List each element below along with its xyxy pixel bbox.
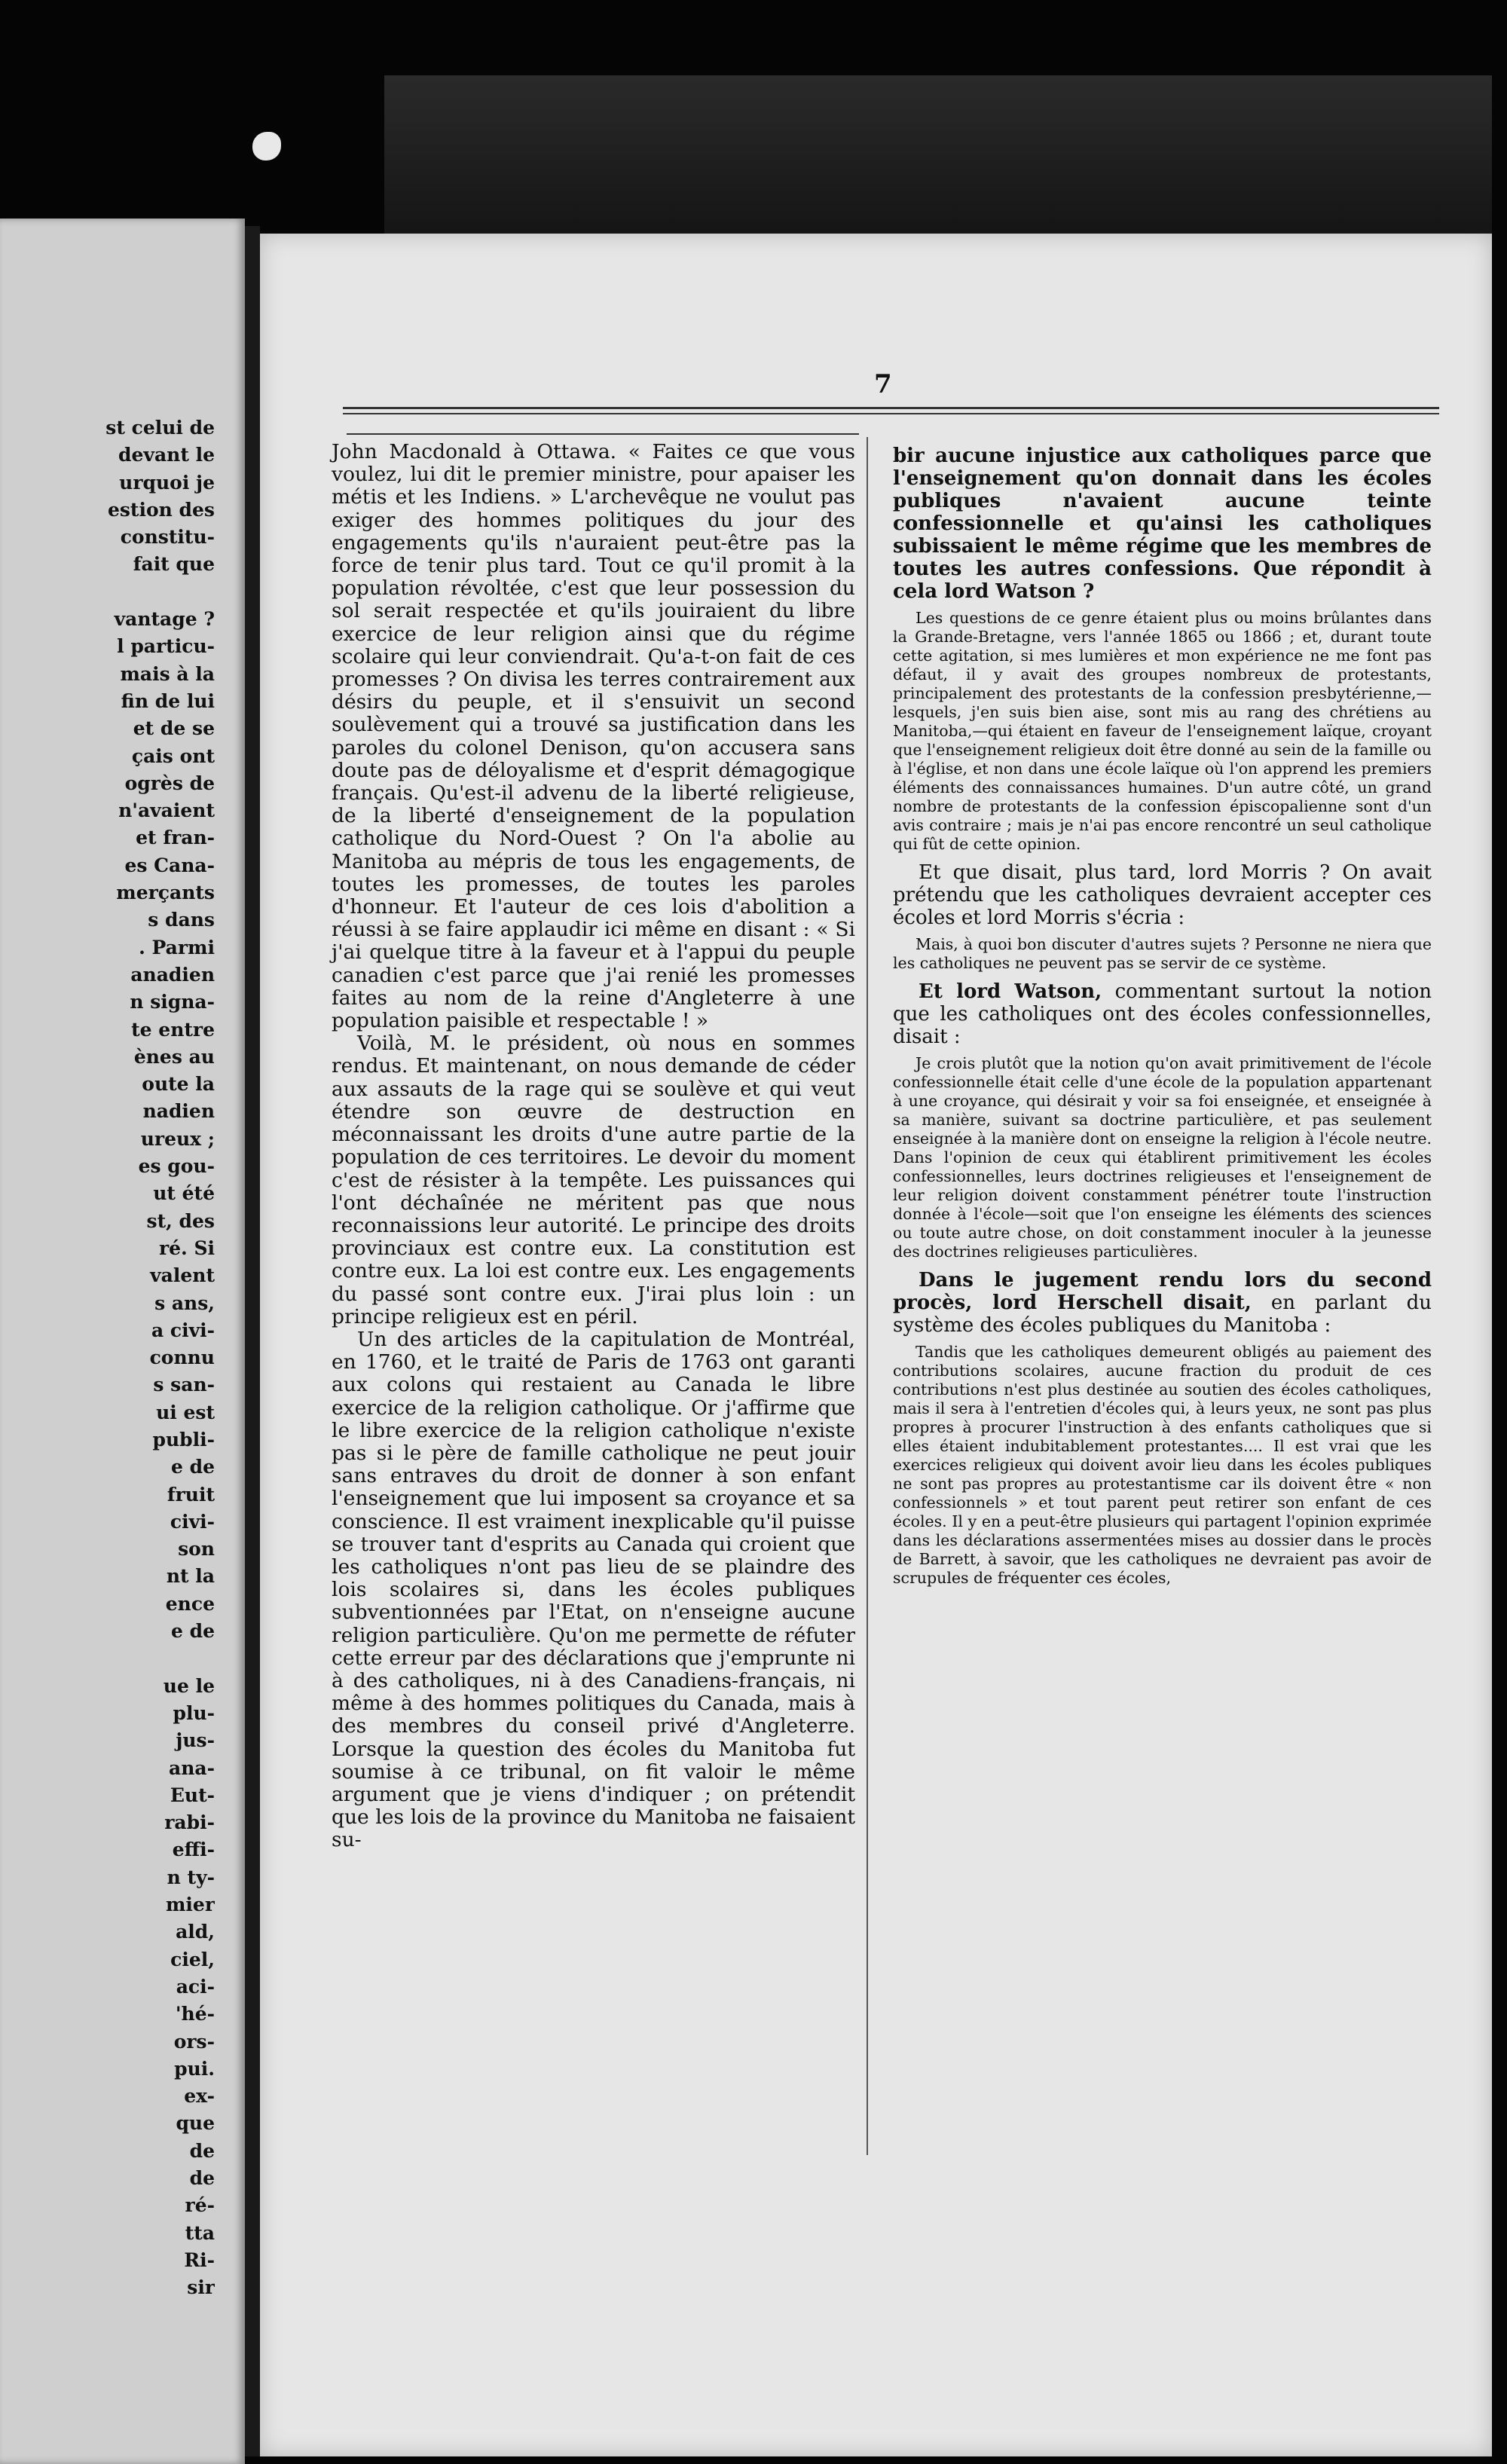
previous-page-line <box>26 1645 215 1672</box>
previous-page-line: sir <box>187 2276 215 2299</box>
previous-page-line: st celui de <box>105 417 215 439</box>
previous-page-line: s san- <box>153 1374 215 1396</box>
previous-page-line: ciel, <box>170 1948 215 1970</box>
paragraph-body: en parlant du système des écoles publiques du Manitoba : <box>893 1292 1432 1337</box>
previous-page-line: et fran- <box>136 827 215 849</box>
previous-page-line: valent <box>150 1264 215 1287</box>
block-quote: Les questions de ce genre étaient plus ou moins brûlantes dans la Grande-Bretagne, vers l'année 1865 ou 1866 ; et, durant toute cette agitation, si mes lumières et mon expérience ne me font pas défaut, il y avait des groupes nombreux de protestants, principalement des protestants de la confession presbytérienne,—lesquels, j'en suis bien aise, sont mis au rang des chrétiens au Manitoba,—qui étaient en faveur de l'enseignement laïque, croyant que l'enseignement religieux doit être donné au sein de la famille ou à l'église, et non dans une école laïque où l'on apprend les premiers éléments des connaissances humaines. D'un autre côté, un grand nombre de protestants de la confession épiscopalienne sont d'un avis contraire ; mais je n'ai pas encore rencontré un seul catholique qui fût de cette opinion. <box>893 609 1432 853</box>
paragraph: Voilà, M. le président, où nous en sommes rendus. Et maintenant, on nous demande de céder aux assauts de la rage qui se soulève et qui veut étendre son œuvre de destruction en méconnaissant les droits d'une autre partie de la population de ces territoires. Le devoir du moment c'est de résister à la tempête. Les puissances qui l'ont déchaînée ne méritent pas que nous reconnaissions leur autorité. Le principe des droits provinciaux est contre eux. La constitution est contre eux. La loi est contre eux. Les engagements du passé sont contre eux. J'irai plus loin : un principe religieux est en péril. <box>332 1032 855 1328</box>
previous-page-line: anadien <box>130 963 215 986</box>
previous-page-line: mais à la <box>120 662 215 685</box>
previous-page-line: e de <box>171 1456 215 1478</box>
previous-page-line: nadien <box>142 1100 215 1123</box>
paragraph-lead: Dans le jugement rendu lors du second procès, lord Herschell disait, <box>893 1269 1432 1314</box>
previous-page-line: fin de lui <box>121 689 215 712</box>
previous-page-line <box>26 579 215 606</box>
previous-page-line: ors- <box>173 2030 215 2053</box>
previous-page-line: çais ont <box>131 744 215 767</box>
previous-page-line: de <box>189 2139 215 2162</box>
previous-page-line: n'avaient <box>118 799 215 822</box>
previous-page-line: pui. <box>174 2057 215 2080</box>
page-gutter <box>245 226 260 2456</box>
previous-page-line: te entre <box>131 1018 215 1041</box>
right-column <box>893 445 1432 1595</box>
previous-page-line: fruit <box>167 1483 215 1506</box>
previous-page-line: . Parmi <box>139 936 215 958</box>
previous-page-line: merçants <box>116 882 215 904</box>
previous-page-line: estion des <box>107 498 215 521</box>
paragraph-lead: Et lord Watson, <box>919 980 1102 1003</box>
previous-page-line: effi- <box>172 1839 215 1861</box>
previous-page-line: et de se <box>133 717 215 740</box>
previous-page-line: ana- <box>169 1756 215 1779</box>
paragraph-body: commentant surtout la notion que les catholiques ont des écoles confessionnelles, disait : <box>893 980 1432 1048</box>
previous-page-line: ui est <box>156 1401 215 1423</box>
previous-page-line: devant le <box>118 444 215 466</box>
previous-page-line: nt la <box>166 1565 215 1588</box>
previous-page-line: ue le <box>163 1674 215 1697</box>
block-quote: Tandis que les catholiques demeurent obligés au paiement des contributions scolaires, aucune fraction du produit de ces contributions n'est plus destinée au soutien des écoles catholiques, mais il sera à l'entretien d'écoles qui, à leurs yeux, ne sont pas plus propres à procurer l'instruction à des enfants catholiques que si elles étaient indubitablement protestantes.... Il est vrai que les exercices religieux qui doivent avoir lieu dans les écoles publiques ne sont pas propres au protestantisme car ils doivent être « non confessionnels » et tout parent peut retirer son enfant de ces écoles. Il y en a peut-être plusieurs qui partagent l'opinion exprimée dans les déclarations assermentées mises au dossier dans le procès de Barrett, à savoir, que les catholiques ne devraient pas avoir de scrupules de fréquenter ces écoles, <box>893 1343 1432 1587</box>
paragraph <box>893 980 1432 1048</box>
previous-page-line: Ri- <box>184 2248 215 2271</box>
previous-page-text <box>26 414 215 2301</box>
previous-page-line: ogrès de <box>124 772 215 794</box>
background-strip <box>384 75 1492 234</box>
previous-page-line: n ty- <box>167 1866 215 1888</box>
previous-page-line: es gou- <box>138 1155 215 1178</box>
previous-page-line: ex- <box>184 2085 215 2108</box>
previous-page-line: urquoi je <box>119 471 215 494</box>
header-rule <box>343 407 1439 409</box>
previous-page-line: mier <box>165 1894 215 1916</box>
previous-page-line: Eut- <box>170 1784 215 1806</box>
left-top-rule <box>347 433 859 435</box>
left-column <box>332 441 855 1852</box>
previous-page-edge <box>0 219 245 2464</box>
column-divider <box>867 437 868 2155</box>
block-quote: Je crois plutôt que la notion qu'on avait primitivement de l'école confessionnelle était celle d'une école de la population appartenant à une croyance, qui désirait y voir sa foi enseignée, et enseignée à sa manière, suivant sa doctrine particulière, et pas seulement enseignée à la manière dont on enseigne la religion à l'école neutre. Dans l'opinion de ceux qui établirent primitivement les écoles confessionnelles, leurs doctrines religieuses et l'enseignement de leur religion doivent constamment pénétrer toute l'instruction donnée à l'école—soit que l'on enseigne les éléments des sciences ou toute autre chose, on doit constamment inoculer à la jeunesse des doctrines religieuses particulières. <box>893 1054 1432 1261</box>
paragraph: Un des articles de la capitulation de Montréal, en 1760, et le traité de Paris de 1763 ont garanti aux colons qui restaient au Canada le libre exercice de la religion catholique. Or j'affirme que le libre exercice de la religion catholique n'existe pas si le père de famille catholique ne peut jouir sans entraves du droit de donner à son enfant l'enseignement que lui imposent sa croyance et sa conscience. Il est vraiment inexplicable qu'il puisse se trouver tant d'esprits au Canada qui croient que les catholiques n'ont pas lieu de se plaindre des lois scolaires si, dans les écoles publiques subventionnées par l'Etat, on n'enseigne aucune religion particulière. Qu'on me permette de réfuter cette erreur par des déclarations que j'emprunte ni à des catholiques, ni à des Canadiens-français, ni même à des hommes politiques du Canada, mais à des membres du conseil privé d'Angleterre. Lorsque la question des écoles du Manitoba fut soumise à ce tribunal, on fit valoir le même argument que je viens d'indiquer ; on prétendit que les lois de la province du Manitoba ne faisaient su- <box>332 1327 855 1852</box>
previous-page-line: e de <box>171 1620 215 1643</box>
paragraph: bir aucune injustice aux catholiques parce que l'enseignement qu'on donnait dans les écoles publiques n'avaient aucune teinte confessionnelle et qu'ainsi les catholiques subissaient le même régime que les membres de toutes les autres confessions. Que répondit à cela lord Watson ? <box>893 445 1432 603</box>
paragraph <box>893 1269 1432 1337</box>
previous-page-line: n signa- <box>130 991 215 1013</box>
previous-page-line: ald, <box>176 1921 215 1943</box>
scan-artifact <box>252 132 281 160</box>
paragraph: John Macdonald à Ottawa. « Faites ce que vous voulez, lui dit le premier ministre, pour apaiser les métis et les Indiens. » L'archevêque ne voulut pas exiger des hommes politiques du jour des engagements qu'ils n'auraient peut-être pas la force de tenir plus tard. Tout ce qu'il promit à la population révoltée, c'est que leur possession du sol serait respectée et qu'ils jouiraient du libre exercice de leur religion ainsi que du régime scolaire qui leur conviendrait. Qu'a-t-on fait de ces promesses ? On divisa les terres contrairement aux désirs du peuple, et il s'ensuivit un second soulèvement qui a trouvé sa justification dans les paroles du colonel Denison, qu'on accusera sans doute pas de déloyalisme et d'esprit démagogique français. Qu'est-il advenu de la liberté religieuse, de la liberté d'enseignement de la population catholique du Nord-Ouest ? On l'a abolie au Manitoba au mépris de tous les engagements, de toutes les promesses, de toutes les paroles d'honneur. Et l'auteur de ces lois d'abolition a réussi à se faire applaudir ici même en disant : « Si j'ai quelque titre à la faveur et à l'appui du peuple canadien c'est parce que j'ai renié les promesses faites au nom de la reine d'Angleterre à une population paisible et respectable ! » <box>332 440 855 1033</box>
previous-page-line: que <box>176 2112 215 2135</box>
previous-page-line: s ans, <box>154 1292 215 1314</box>
previous-page-line: es Cana- <box>124 854 215 876</box>
previous-page-line: fait que <box>133 553 215 576</box>
previous-page-line: publi- <box>152 1428 215 1451</box>
previous-page-line: constitu- <box>120 526 215 549</box>
previous-page-line: de <box>189 2167 215 2189</box>
previous-page-line: l particu- <box>117 635 215 658</box>
block-quote: Mais, à quoi bon discuter d'autres sujets ? Personne ne niera que les catholiques ne peuvent pas se servir de ce système. <box>893 935 1432 972</box>
header-rule-thin <box>343 413 1439 414</box>
previous-page-line: oute la <box>142 1073 215 1096</box>
previous-page-line: ré- <box>185 2194 215 2217</box>
previous-page-line: aci- <box>176 1975 215 1998</box>
previous-page-line: connu <box>149 1347 215 1369</box>
previous-page-line: ré. Si <box>158 1237 215 1259</box>
previous-page-line: st, des <box>146 1209 215 1232</box>
paragraph: Et que disait, plus tard, lord Morris ? On avait prétendu que les catholiques devraient accepter ces écoles et lord Morris s'écria : <box>893 861 1432 929</box>
previous-page-line: a civi- <box>151 1319 215 1341</box>
previous-page-line: son <box>178 1538 215 1561</box>
previous-page-line: ence <box>165 1592 215 1615</box>
previous-page-line: tta <box>185 2221 215 2244</box>
previous-page-line: civi- <box>170 1510 215 1533</box>
previous-page-line: ènes au <box>133 1045 215 1068</box>
previous-page-line: rabi- <box>164 1811 215 1834</box>
previous-page-line: s dans <box>148 909 215 931</box>
page-number: 7 <box>874 369 892 399</box>
previous-page-line: jus- <box>176 1729 215 1752</box>
previous-page-line: plu- <box>173 1701 215 1724</box>
previous-page-line: 'hé- <box>175 2003 215 2025</box>
previous-page-line: ureux ; <box>140 1127 215 1150</box>
previous-page-line: vantage ? <box>114 608 215 631</box>
previous-page-line: ut été <box>153 1182 215 1205</box>
